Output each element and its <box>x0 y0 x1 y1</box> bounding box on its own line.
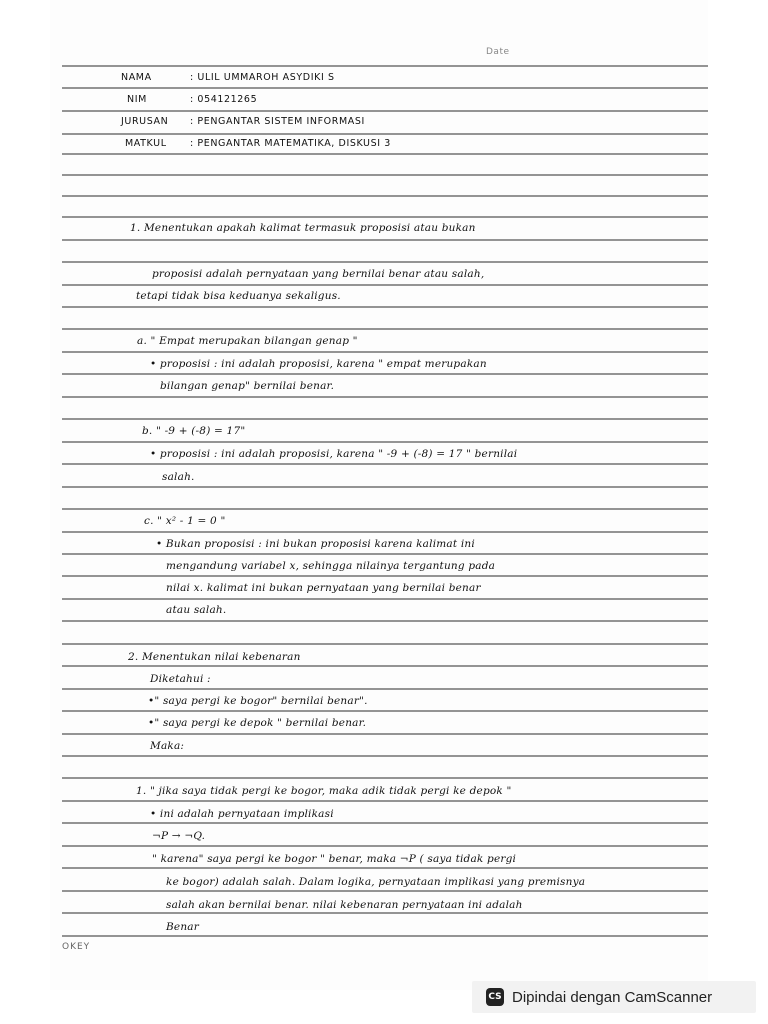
camscanner-watermark <box>472 981 756 1013</box>
text-line: bilangan genap" bernilai benar. <box>160 380 335 392</box>
text-line: atau salah. <box>166 604 227 616</box>
text-line: • proposisi : ini adalah proposisi, karena " -9 + (-8) = 17 " bernilai <box>150 448 518 460</box>
jurusan-value: : PENGANTAR SISTEM INFORMASI <box>190 116 365 127</box>
text-line: Diketahui : <box>150 673 211 685</box>
text-line: ke bogor) adalah salah. Dalam logika, pernyataan implikasi yang premisnya <box>166 876 586 888</box>
question-2-heading: 2. Menentukan nilai kebenaran <box>128 651 301 663</box>
camscanner-text: Dipindai dengan CamScanner <box>512 988 713 1006</box>
nama-label: NAMA <box>121 72 152 83</box>
brand-mark: OKEY <box>62 942 91 952</box>
text-line: tetapi tidak bisa keduanya sekaligus. <box>136 290 341 302</box>
item-c-heading: c. " x² - 1 = 0 " <box>144 515 226 527</box>
text-line: • Bukan proposisi : ini bukan proposisi karena kalimat ini <box>156 538 475 550</box>
nim-value: : 054121265 <box>190 94 258 105</box>
text-line: 1. " jika saya tidak pergi ke bogor, maka adik tidak pergi ke depok " <box>136 785 512 797</box>
question-1-heading: 1. Menentukan apakah kalimat termasuk proposisi atau bukan <box>130 222 476 234</box>
text-line: salah. <box>162 471 195 483</box>
item-b-heading: b. " -9 + (-8) = 17" <box>142 425 246 437</box>
text-line: ¬P → ¬Q. <box>152 830 206 842</box>
text-line: " karena" saya pergi ke bogor " benar, maka ¬P ( saya tidak pergi <box>152 853 517 865</box>
text-line: •" saya pergi ke depok " bernilai benar. <box>148 717 367 729</box>
jurusan-label: JURUSAN <box>121 116 169 127</box>
text-line: • ini adalah pernyataan implikasi <box>150 808 334 820</box>
text-line: nilai x. kalimat ini bukan pernyataan yang bernilai benar <box>166 582 481 594</box>
text-line: proposisi adalah pernyataan yang bernilai benar atau salah, <box>152 268 485 280</box>
text-line: Maka: <box>150 740 185 752</box>
date-label: Date <box>486 47 510 57</box>
nama-value: : ULIL UMMAROH ASYDIKI S <box>190 72 335 83</box>
text-line: salah akan bernilai benar. nilai kebenaran pernyataan ini adalah <box>166 899 523 911</box>
text-line: Benar <box>166 921 199 933</box>
text-line: •" saya pergi ke bogor" bernilai benar". <box>148 695 368 707</box>
camscanner-icon: CS <box>486 988 504 1006</box>
item-a-heading: a. " Empat merupakan bilangan genap " <box>137 335 358 347</box>
nim-label: NIM <box>127 94 147 105</box>
matkul-value: : PENGANTAR MATEMATIKA, DISKUSI 3 <box>190 138 391 149</box>
matkul-label: MATKUL <box>125 138 167 149</box>
text-line: mengandung variabel x, sehingga nilainya tergantung pada <box>166 560 496 572</box>
text-line: • proposisi : ini adalah proposisi, karena " empat merupakan <box>150 358 487 370</box>
